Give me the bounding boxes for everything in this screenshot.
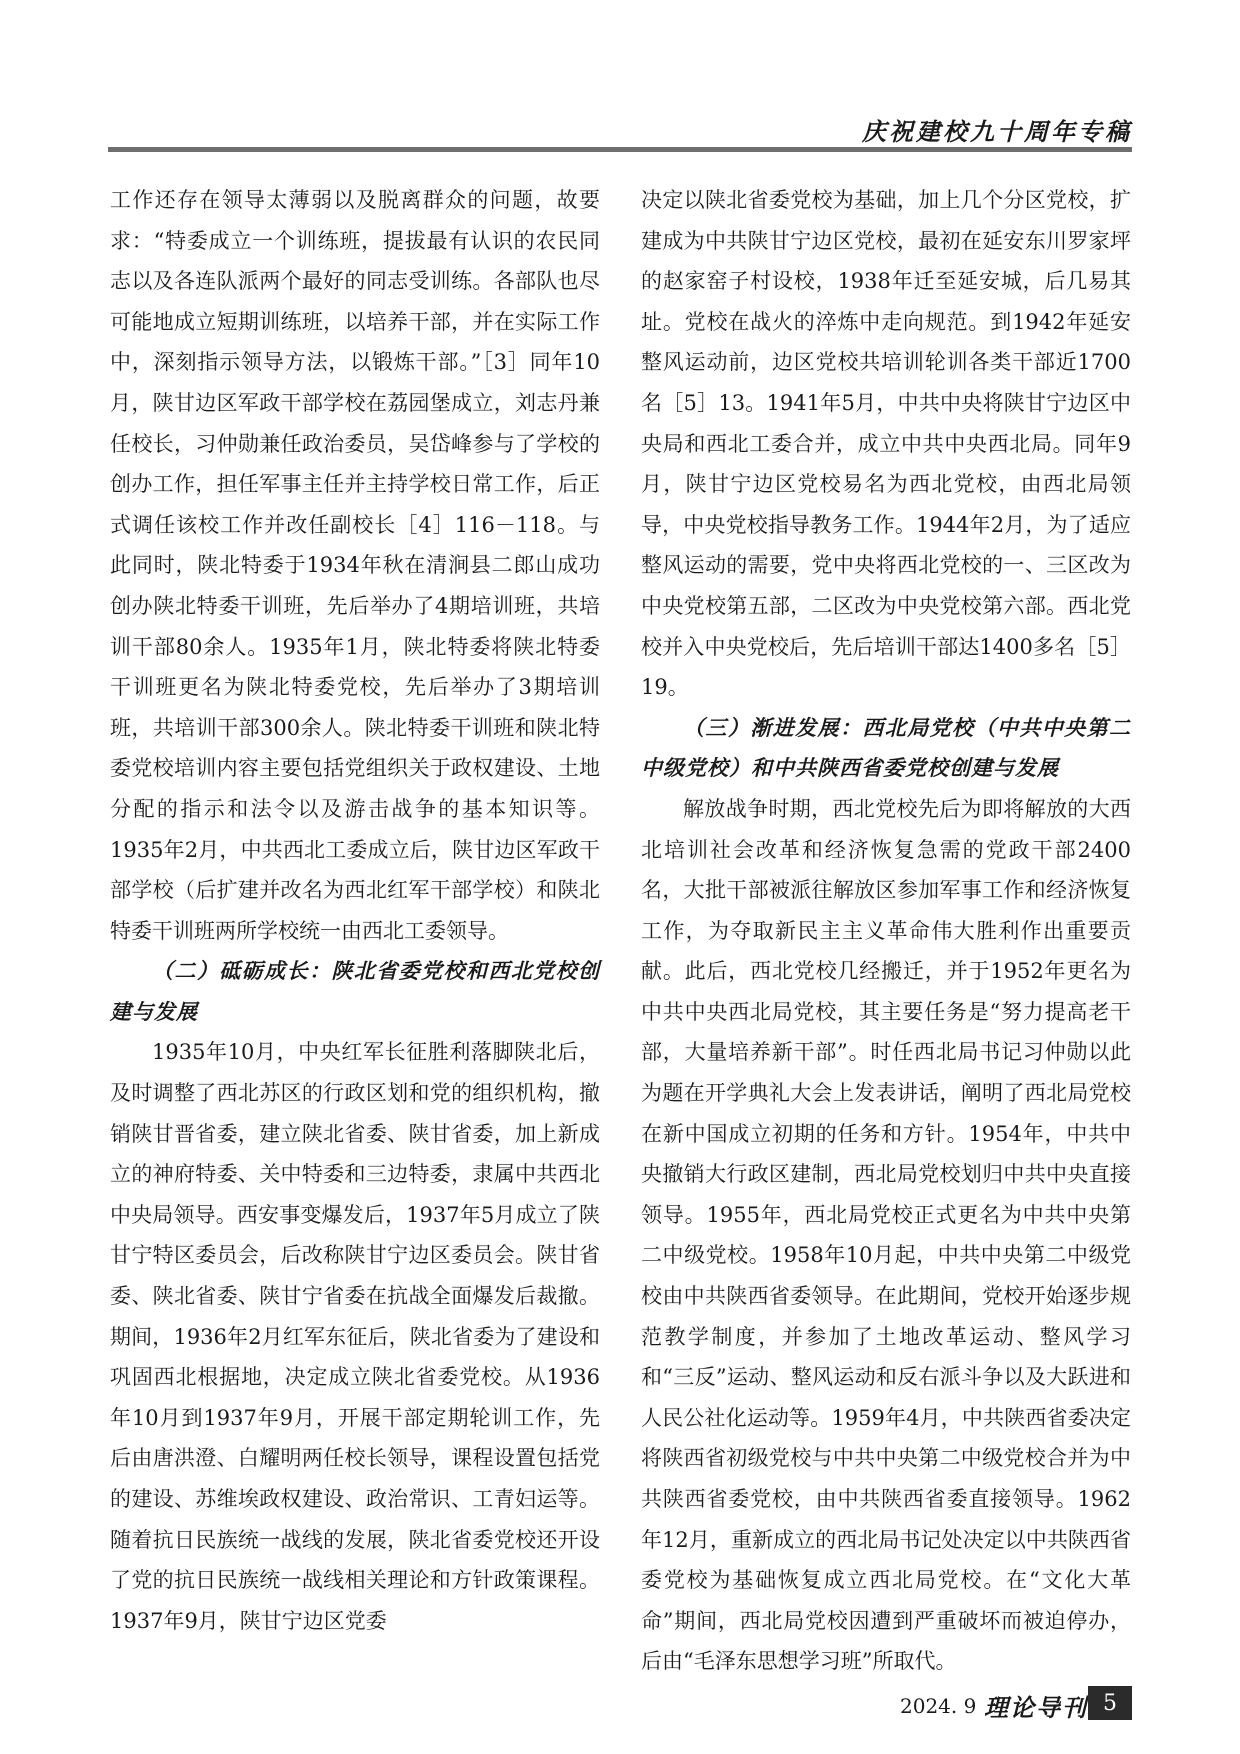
body-paragraph: 决定以陕北省委党校为基础，加上几个分区党校，扩建成为中共陕甘宁边区党校，最初在延安东川罗家坪的赵家窑子村设校，1938年迁至延安城，后几易其址。党校在战火的淬炼中走向规范。到1942年延安整风运动前，边区党校共培训轮训各类干部近1700名［5］13。1941年5月，中共中央将陕甘宁边区中央局和西北工委合并，成立中共中央西北局。同年9月，陕甘宁边区党校易名为西北党校，由西北局领导，中央党校指导教务工作。1944年2月，为了适应整风运动的需要，党中央将西北党校的一、三区改为中央党校第五部，二区改为中央党校第六部。西北党校并入中央党校后，先后培训干部达1400多名［5］19。 bbox=[641, 188, 1131, 700]
footer-issue-date: 2024. 9 bbox=[900, 1694, 977, 1718]
running-header-title: 庆祝建校九十周年专稿 bbox=[862, 117, 1132, 146]
right-column bbox=[641, 180, 1131, 1682]
left-column bbox=[110, 180, 600, 1641]
body-paragraph: 1935年10月，中央红军长征胜利落脚陕北后，及时调整了西北苏区的行政区划和党的组织机构，撤销陕甘晋省委，建立陕北省委、陕甘省委，加上新成立的神府特委、关中特委和三边特委，隶属中共西北中央局领导。西安事变爆发后，1937年5月成立了陕甘宁特区委员会，后改称陕甘宁边区委员会。陕甘省委、陕北省委、陕甘宁省委在抗战全面爆发后裁撤。期间，1936年2月红军东征后，陕北省委为了建设和巩固西北根据地，决定成立陕北省委党校。从1936年10月到1937年9月，开展干部定期轮训工作，先后由唐洪澄、白耀明两任校长领导，课程设置包括党的建设、苏维埃政权建设、政治常识、工青妇运等。随着抗日民族统一战线的发展，陕北省委党校还开设了党的抗日民族统一战线相关理论和方针政策课程。1937年9月，陕甘宁边区党委 bbox=[110, 1040, 600, 1633]
footer-journal-name: 理论导刊 bbox=[984, 1693, 1088, 1722]
section-heading: （三）渐进发展：西北局党校（中共中央第二中级党校）和中共陕西省委党校创建与发展 bbox=[641, 714, 1131, 781]
section-heading: （二）砥砺成长：陕北省委党校和西北党校创建与发展 bbox=[110, 958, 600, 1024]
body-paragraph: 解放战争时期，西北党校先后为即将解放的大西北培训社会改革和经济恢复急需的党政干部2400名，大批干部被派往解放区参加军事工作和经济恢复工作，为夺取新民主主义革命伟大胜利作出重要贡献。此后，西北党校几经搬迁，并于1952年更名为中共中央西北局党校，其主要任务是“努力提高老干部，大量培养新干部”。时任西北局书记习仲勋以此为题在开学典礼大会上发表讲话，阐明了西北局党校在新中国成立初期的任务和方针。1954年，中共中央撤销大行政区建制，西北局党校划归中共中央直接领导。1955年，西北局党校正式更名为中共中央第二中级党校。1958年10月起，中共中央第二中级党校由中共陕西省委领导。在此期间，党校开始逐步规范教学制度，并参加了土地改革运动、整风学习和“三反”运动、整风运动和反右派斗争以及大跃进和人民公社化运动等。1959年4月，中共陕西省委决定将陕西省初级党校与中共中央第二中级党校合并为中共陕西省委党校，由中共陕西省委直接领导。1962年12月，重新成立的西北局书记处决定以中共陕西省委党校为基础恢复成立西北局党校。在“文化大革命”期间，西北局党校因遭到严重破坏而被迫停办，后由“毛泽东思想学习班”所取代。 bbox=[641, 796, 1131, 1674]
header-rule bbox=[108, 147, 1132, 152]
body-paragraph: 工作还存在领导太薄弱以及脱离群众的问题，故要求：“特委成立一个训练班，提拔最有认识的农民同志以及各连队派两个最好的同志受训练。各部队也尽可能地成立短期训练班，以培养干部，并在实际工作中，深刻指示领导方法，以锻炼干部。”［3］同年10月，陕甘边区军政干部学校在荔园堡成立，刘志丹兼任校长，习仲勋兼任政治委员，吴岱峰参与了学校的创办工作，担任军事主任并主持学校日常工作，后正式调任该校工作并改任副校长［4］116－118。与此同时，陕北特委于1934年秋在清涧县二郎山成功创办陕北特委干训班，先后举办了4期培训班，共培训干部80余人。1935年1月，陕北特委将陕北特委干训班更名为陕北特委党校，先后举办了3期培训班，共培训干部300余人。陕北特委干训班和陕北特委党校培训内容主要包括党组织关于政权建设、土地分配的指示和法令以及游击战争的基本知识等。1935年2月，中共西北工委成立后，陕甘边区军政干部学校（后扩建并改名为西北红军干部学校）和陕北特委干训班两所学校统一由西北工委领导。 bbox=[110, 188, 600, 943]
page-number-badge: 5 bbox=[1088, 1686, 1132, 1720]
